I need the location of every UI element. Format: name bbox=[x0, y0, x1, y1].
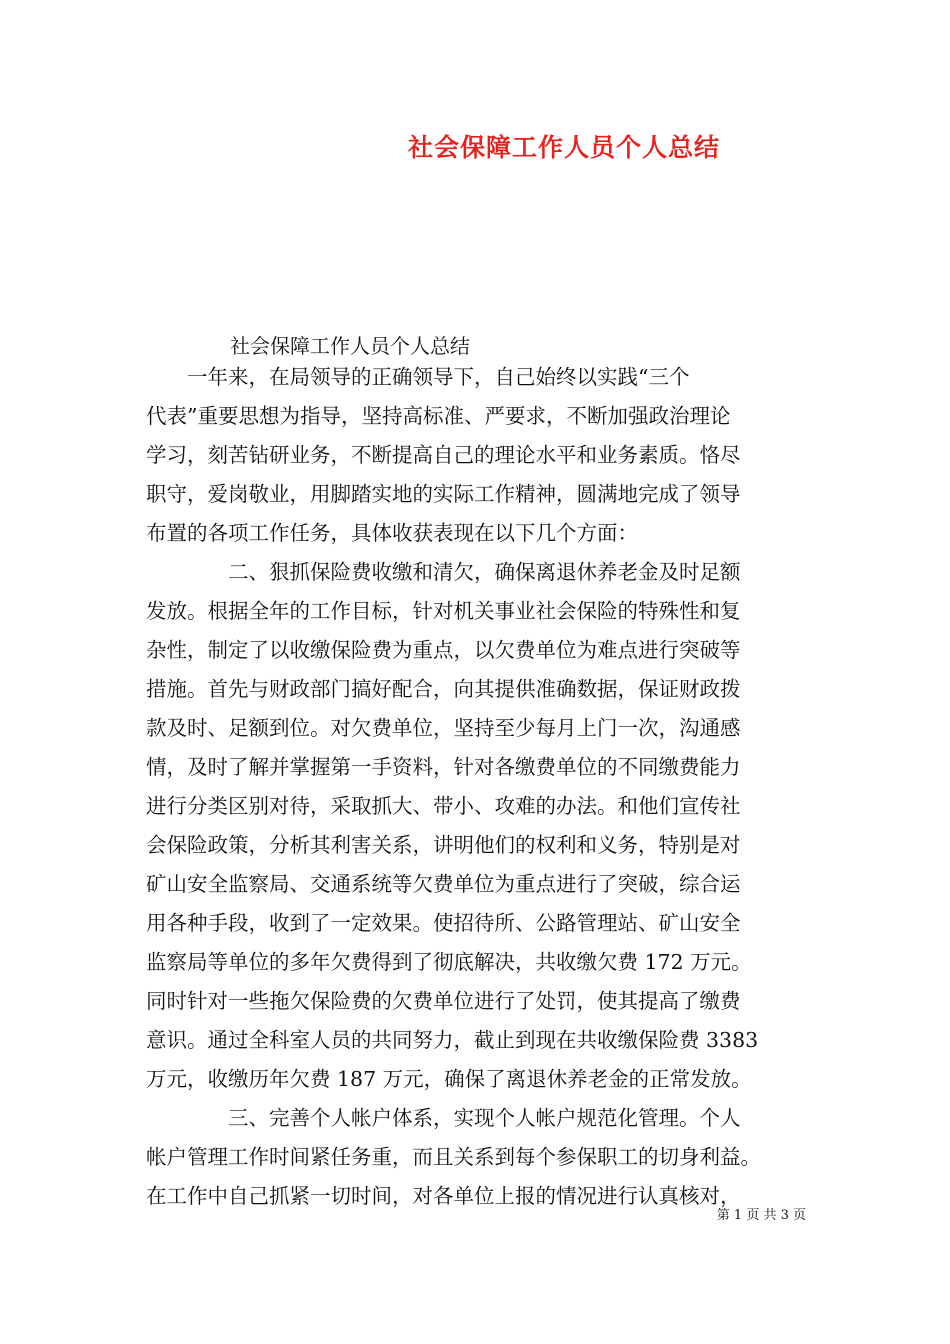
body-line: 一年来，在局领导的正确领导下，自己始终以实践“三个 bbox=[146, 365, 690, 389]
body-line: 进行分类区别对待，采取抓大、带小、攻难的办法。和他们宣传社 bbox=[146, 794, 741, 818]
page-footer: 第 1 页 共 3 页 bbox=[716, 1208, 806, 1223]
document-subtitle: 社会保障工作人员个人总结 bbox=[230, 334, 470, 358]
body-line: 矿山安全监察局、交通系统等欠费单位为重点进行了突破，综合运 bbox=[146, 872, 741, 896]
document-title: 社会保障工作人员个人总结 bbox=[407, 133, 720, 162]
body-line: 布置的各项工作任务，具体收获表现在以下几个方面： bbox=[146, 521, 638, 545]
body-line: 学习，刻苦钻研业务，不断提高自己的理论水平和业务素质。恪尽 bbox=[146, 443, 741, 467]
body-line: 三、完善个人帐户体系，实现个人帐户规范化管理。个人 bbox=[146, 1106, 741, 1130]
body-line: 代表”重要思想为指导，坚持高标准、严要求，不断加强政治理论 bbox=[146, 404, 731, 428]
body-line: 措施。首先与财政部门搞好配合，向其提供准确数据，保证财政拨 bbox=[146, 677, 741, 701]
body-line: 帐户管理工作时间紧任务重，而且关系到每个参保职工的切身利益。 bbox=[146, 1145, 761, 1169]
body-line: 杂性，制定了以收缴保险费为重点，以欠费单位为难点进行突破等 bbox=[146, 638, 741, 662]
body-line: 发放。根据全年的工作目标，针对机关事业社会保险的特殊性和复 bbox=[146, 599, 741, 623]
body-line: 职守，爱岗敬业，用脚踏实地的实际工作精神，圆满地完成了领导 bbox=[146, 482, 741, 506]
body-line: 万元，收缴历年欠费 187 万元，确保了离退休养老金的正常发放。 bbox=[146, 1067, 752, 1091]
body-line: 用各种手段，收到了一定效果。使招待所、公路管理站、矿山安全 bbox=[146, 911, 741, 935]
body-line: 意识。通过全科室人员的共同努力，截止到现在共收缴保险费 3383 bbox=[146, 1028, 759, 1052]
body-line: 二、狠抓保险费收缴和清欠，确保离退休养老金及时足额 bbox=[146, 560, 741, 584]
body-line: 款及时、足额到位。对欠费单位，坚持至少每月上门一次，沟通感 bbox=[146, 716, 741, 740]
body-line: 情，及时了解并掌握第一手资料，针对各缴费单位的不同缴费能力 bbox=[146, 755, 741, 779]
body-line: 监察局等单位的多年欠费得到了彻底解决，共收缴欠费 172 万元。 bbox=[146, 950, 752, 974]
body-line: 同时针对一些拖欠保险费的欠费单位进行了处罚，使其提高了缴费 bbox=[146, 989, 741, 1013]
body-line: 在工作中自己抓紧一切时间，对各单位上报的情况进行认真核对， bbox=[146, 1184, 741, 1208]
body-line: 会保险政策，分析其利害关系，讲明他们的权利和义务，特别是对 bbox=[146, 833, 741, 857]
